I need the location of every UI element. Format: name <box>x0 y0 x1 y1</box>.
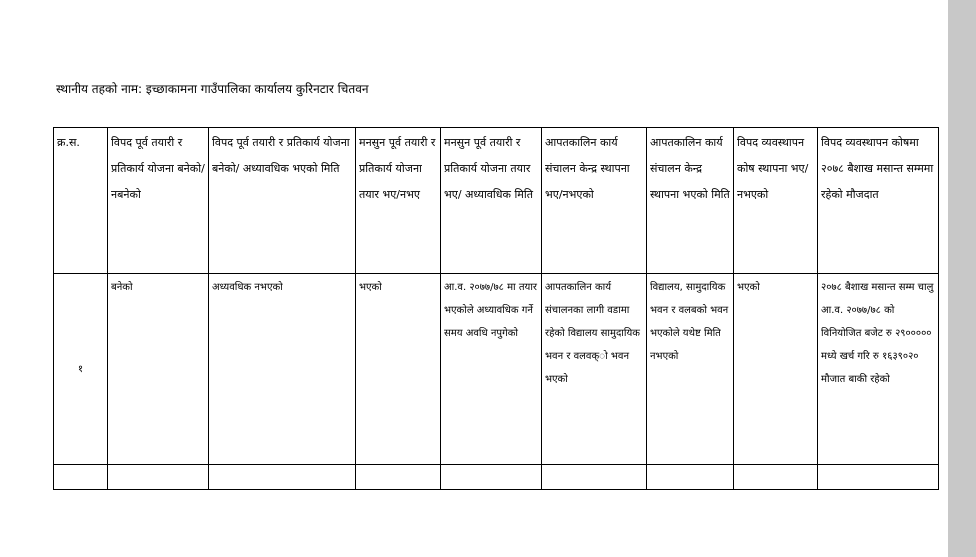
header-cell-serial: क्र.स. <box>54 128 108 274</box>
disaster-preparedness-table <box>53 127 939 490</box>
table-header-row <box>54 128 939 274</box>
empty-cell <box>209 465 356 490</box>
cell-plan-updated-date: अध्यवधिक नभएको <box>209 274 356 465</box>
empty-cell <box>734 465 818 490</box>
header-cell-eoc-date: आपतकालिन कार्य संचालन केन्द्र स्थापना भएको मिति <box>647 128 734 274</box>
cell-serial: १ <box>54 274 108 465</box>
cell-monsoon-plan-date: आ.व. २०७७/७८ मा तयार भएकोले अध्यावधिक गर्ने समय अवधि नपुगेको <box>441 274 542 465</box>
empty-cell <box>54 465 108 490</box>
header-cell-fund-established: विपद व्यवस्थापन कोष स्थापना भए/ नभएको <box>734 128 818 274</box>
cell-monsoon-plan: भएको <box>356 274 441 465</box>
empty-cell <box>356 465 441 490</box>
header-cell-monsoon-plan-date: मनसुन पूर्व तयारी र प्रतिकार्य योजना तयार भए/ अध्यावधिक मिति <box>441 128 542 274</box>
empty-cell <box>647 465 734 490</box>
table-row-empty <box>54 465 939 490</box>
cell-eoc-established: आपतकालिन कार्य संचालनका लागी वडामा रहेको विद्यालय सामुदायिक भवन र वलवक्ो भवन भएको <box>542 274 647 465</box>
table-row <box>54 274 939 465</box>
cell-plan-made: बनेको <box>108 274 209 465</box>
header-cell-fund-balance: विपद व्यवस्थापन कोषमा २०७८ बैशाख मसान्त सम्ममा रहेको मौजदात <box>818 128 939 274</box>
header-cell-eoc-established: आपतकालिन कार्य संचालन केन्द्र स्थापना भए/नभएको <box>542 128 647 274</box>
local-level-heading: स्थानीय तहको नाम: इच्छाकामना गाउँपालिका कार्यालय कुरिनटार चितवन <box>56 82 369 96</box>
empty-cell <box>818 465 939 490</box>
empty-cell <box>542 465 647 490</box>
empty-cell <box>441 465 542 490</box>
vertical-scrollbar[interactable] <box>948 0 976 557</box>
header-cell-plan-made: विपद पूर्व तयारी र प्रतिकार्य योजना बनेको/ नबनेको <box>108 128 209 274</box>
header-cell-monsoon-plan: मनसुन पूर्व तयारी र प्रतिकार्य योजना तयार भए/नभए <box>356 128 441 274</box>
empty-cell <box>108 465 209 490</box>
cell-eoc-date: विद्यालय, सामुदायिक भवन र वलबको भवन भएकोले यथेष्ट मिति नभएको <box>647 274 734 465</box>
cell-fund-established: भएको <box>734 274 818 465</box>
header-cell-plan-updated-date: विपद पूर्व तयारी र प्रतिकार्य योजना बनेको/ अध्यावधिक भएको मिति <box>209 128 356 274</box>
cell-fund-balance: २०७८ बैशाख मसान्त सम्म चालु आ.व. २०७७/७८ को विनियोजित बजेट रु २९००००० मध्ये खर्च गरि रु १६३९०२० मौजात बाकी रहेको <box>818 274 939 465</box>
